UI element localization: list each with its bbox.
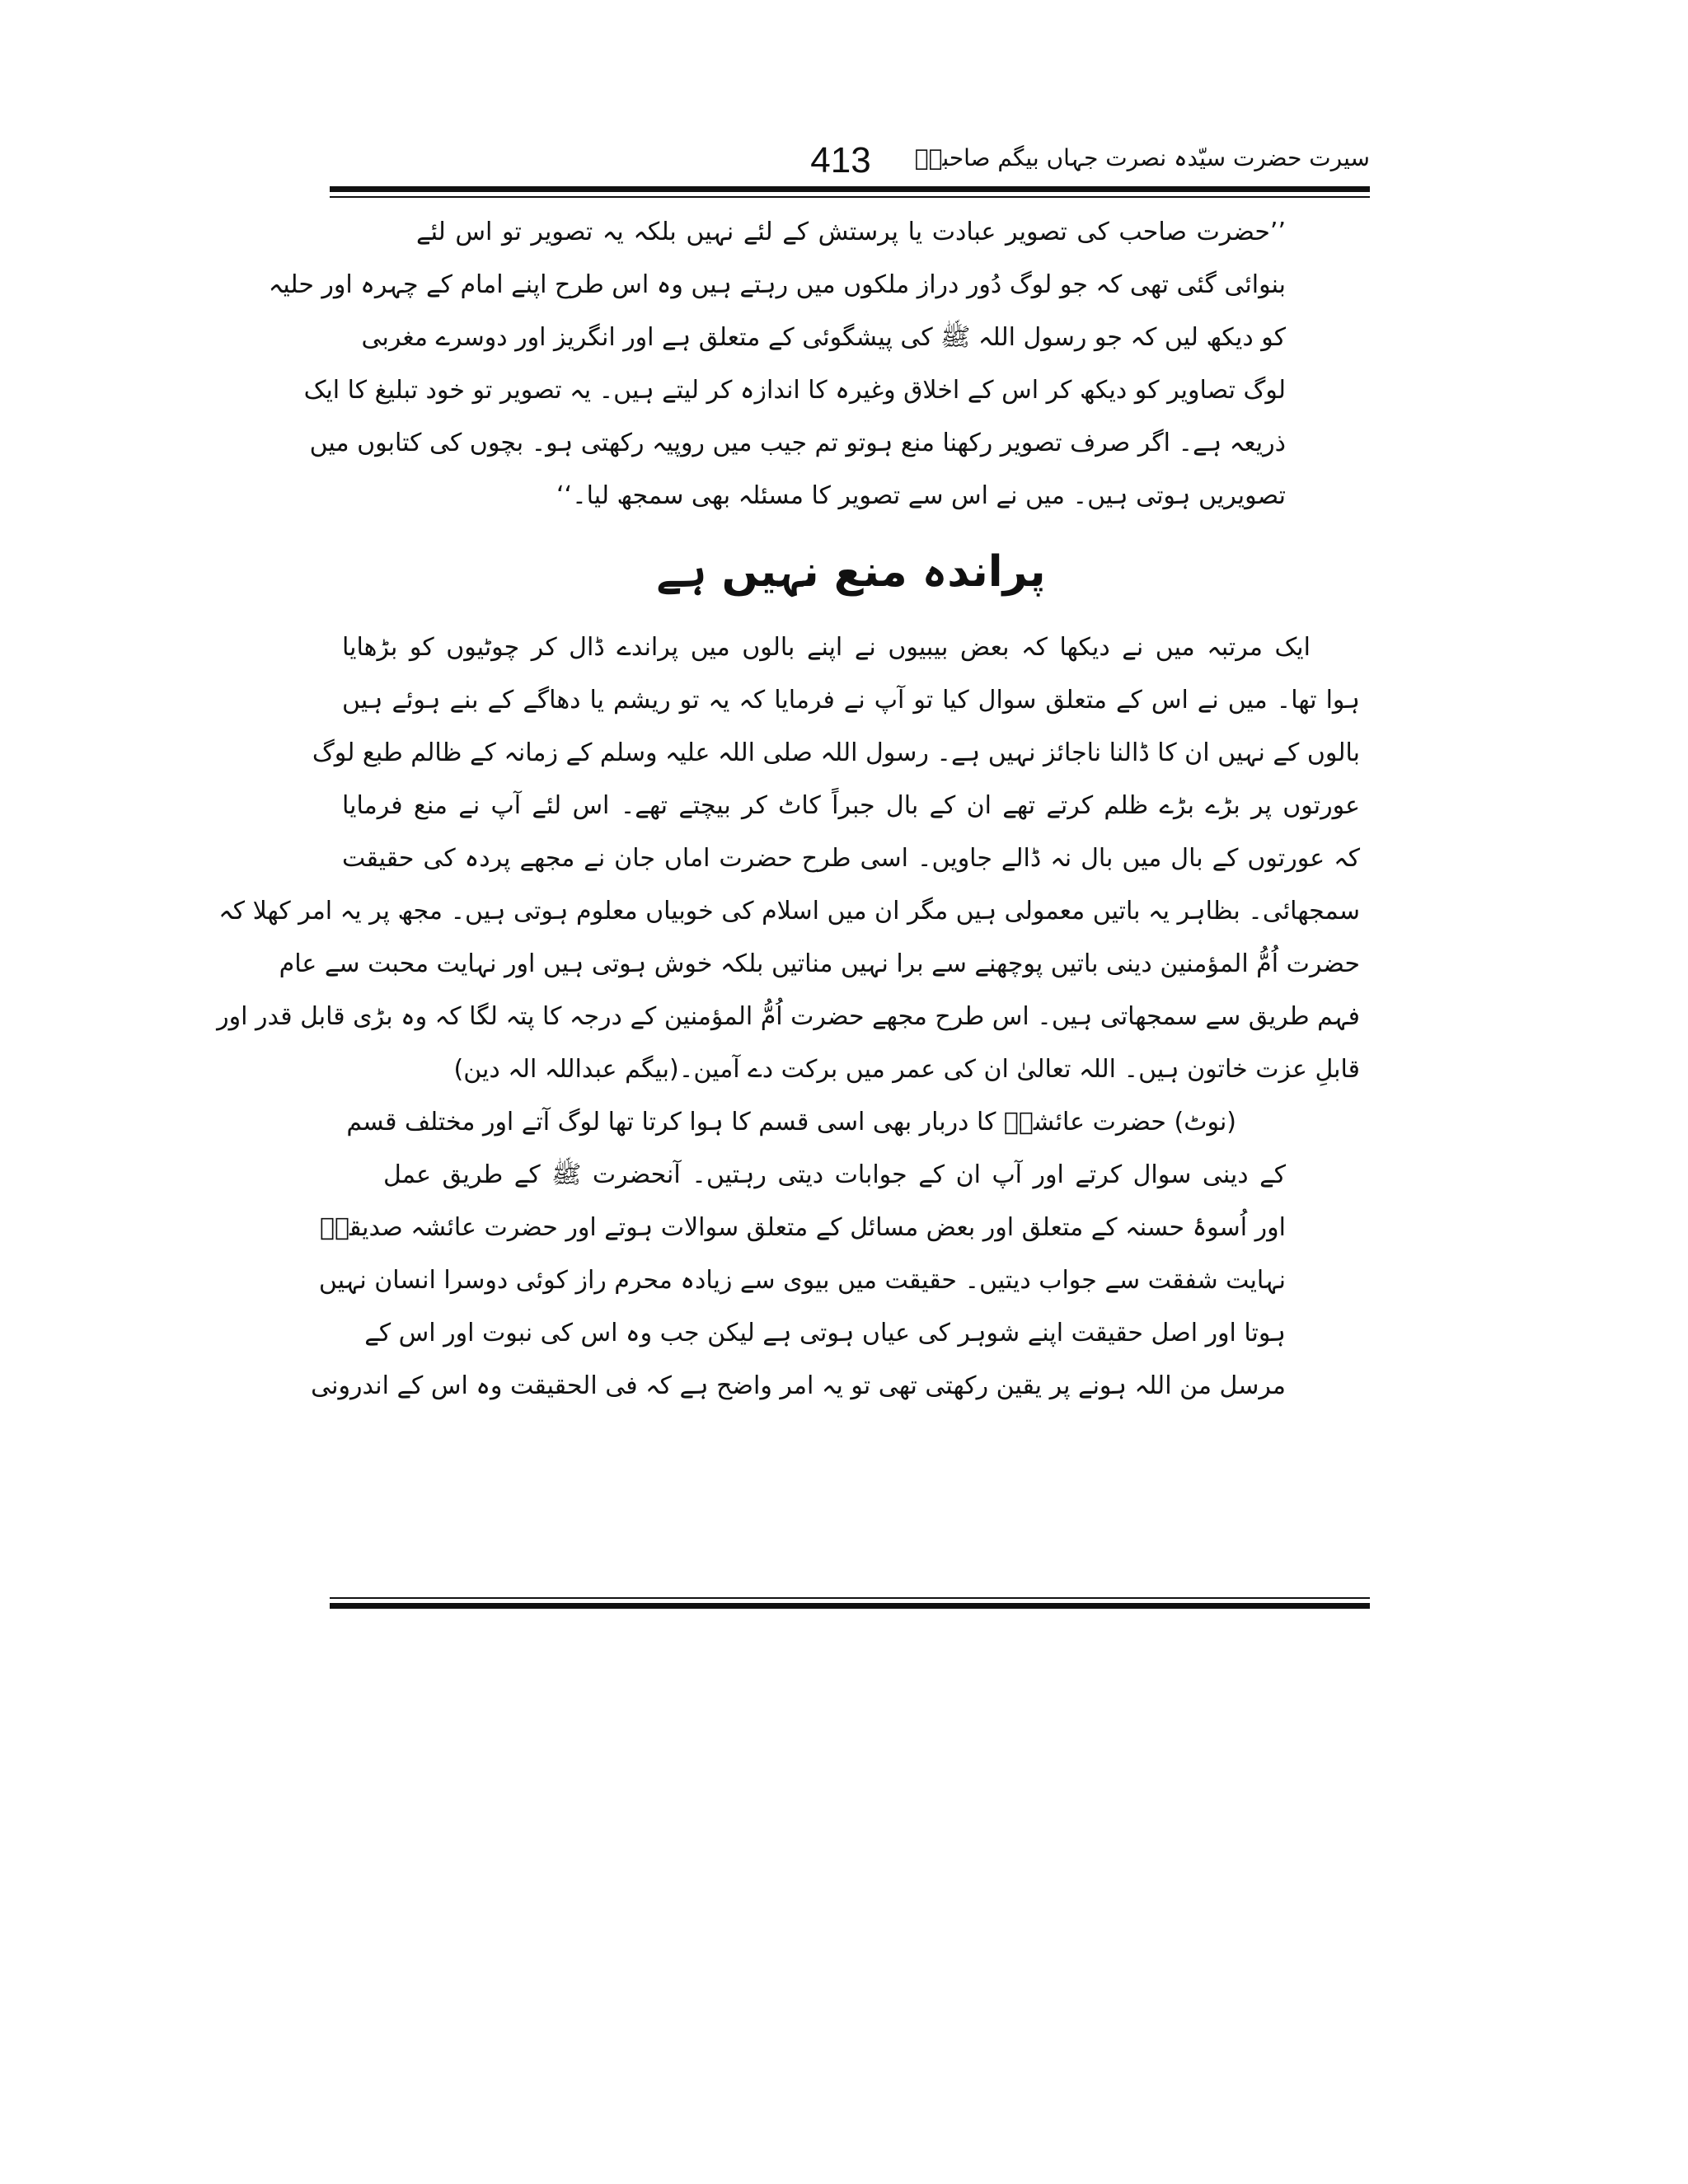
page-header (330, 124, 1370, 190)
paragraph-line: سمجھائی۔ بظاہر یہ باتیں معمولی ہیں مگر ان میں اسلام کی خوبیاں معلوم ہوتی ہیں۔ مجھ پر یہ امر کھلا کہ (218, 897, 1360, 926)
note-block (311, 1096, 1360, 1413)
note-line: کے دینی سوال کرتے اور آپ ان کے جوابات دیتی رہتیں۔ آنحضرت ﷺ کے طریق عمل (383, 1160, 1286, 1189)
quote-line: کو دیکھ لیں کہ جو رسول اللہ ﷺ کی پیشگوئی کے متعلق ہے اور انگریز اور دوسرے مغربی (361, 323, 1286, 352)
header-rule-thin (330, 196, 1370, 198)
quote-line: ’’حضرت صاحب کی تصویر عبادت یا پرستش کے لئے نہیں بلکہ یہ تصویر تو اس لئے (416, 218, 1286, 246)
footer-rule-thick (330, 1603, 1370, 1609)
note-line: نہایت شفقت سے جواب دیتیں۔ حقیقت میں بیوی سے زیادہ محرم راز کوئی دوسرا انسان نہیں (318, 1266, 1286, 1295)
note-line: ہوتا اور اصل حقیقت اپنے شوہر کی عیاں ہوتی ہے لیکن جب وہ اس کی نبوت اور اس کے (364, 1319, 1286, 1347)
page-content (217, 206, 1360, 1413)
paragraph-line: کہ عورتوں کے بال میں بال نہ ڈالے جاویں۔ اسی طرح حضرت اماں جان نے مجھے پردہ کی حقیقت (342, 844, 1360, 873)
quote-block (268, 206, 1360, 523)
page-number: 413 (810, 140, 871, 180)
paragraph-line: عورتوں پر بڑے بڑے ظلم کرتے تھے ان کے بال جبراً کاٹ کر بیچتے تھے۔ اس لئے آپ نے منع فرمایا (342, 791, 1360, 820)
paragraph-line: فہم طریق سے سمجھاتی ہیں۔ اس طرح مجھے حضرت اُمُّ المؤمنین کے درجہ کا پتہ لگا کہ وہ بڑی قابل قدر اور (217, 1002, 1360, 1031)
paragraph-line: ایک مرتبہ میں نے دیکھا کہ بعض بیبیوں نے اپنے بالوں میں پراندے ڈال کر چوٹیوں کو بڑھایا (342, 633, 1311, 662)
running-title: سیرت حضرت سیّدہ نصرت جہاں بیگم صاحبہؓ (914, 144, 1370, 171)
quote-line: تصویریں ہوتی ہیں۔ میں نے اس سے تصویر کا مسئلہ بھی سمجھ لیا۔‘‘ (556, 481, 1286, 510)
quote-line: ذریعہ ہے۔ اگر صرف تصویر رکھنا منع ہوتو تم جیب میں روپیہ رکھتی ہو۔ بچوں کی کتابوں میں (309, 429, 1286, 457)
paragraph-last-line (342, 1043, 1360, 1096)
main-paragraph (217, 621, 1360, 1096)
note-line: مرسل من اللہ ہونے پر یقین رکھتی تھی تو یہ امر واضح ہے کہ فی الحقیقت وہ اس کے اندرونی (311, 1371, 1286, 1400)
paragraph-line: ہوا تھا۔ میں نے اس کے متعلق سوال کیا تو آپ نے فرمایا کہ یہ تو ریشم یا دھاگے کے بنے ہوئے ہیں (342, 686, 1360, 715)
author-signature: (بیگم عبداللہ الہ دین) (453, 1055, 679, 1084)
section-heading: پراندہ منع نہیں ہے (656, 547, 1046, 597)
paragraph-line: حضرت اُمُّ المؤمنین دینی باتیں پوچھنے سے برا نہیں مناتیں بلکہ خوش ہوتی ہیں اور نہایت محبت سے عام (279, 949, 1360, 978)
paragraph-closing-text: قابلِ عزت خاتون ہیں۔ اللہ تعالیٰ ان کی عمر میں برکت دے آمین۔ (678, 1055, 1360, 1084)
paragraph-line: بالوں کے نہیں ان کا ڈالنا ناجائز نہیں ہے۔ رسول اللہ صلی اللہ علیہ وسلم کے زمانہ کے ظالم طبع لوگ (312, 738, 1360, 767)
note-line: (نوٹ) حضرت عائشہؓ کا دربار بھی اسی قسم کا ہوا کرتا تھا لوگ آتے اور مختلف قسم (346, 1108, 1236, 1137)
footer-rule-thin (330, 1597, 1370, 1599)
header-rule-thick (330, 186, 1370, 192)
quote-line: لوگ تصاویر کو دیکھ کر اس کے اخلاق وغیرہ کا اندازہ کر لیتے ہیں۔ یہ تصویر تو خود تبلیغ کا ایک (303, 376, 1286, 405)
note-line: اور اُسوۂ حسنہ کے متعلق اور بعض مسائل کے متعلق سوالات ہوتے اور حضرت عائشہ صدیقہؓ (319, 1213, 1286, 1242)
quote-line: بنوائی گئی تھی کہ جو لوگ دُور دراز ملکوں میں رہتے ہیں وہ اس طرح اپنے امام کے چہرہ اور حلیہ (268, 270, 1286, 299)
